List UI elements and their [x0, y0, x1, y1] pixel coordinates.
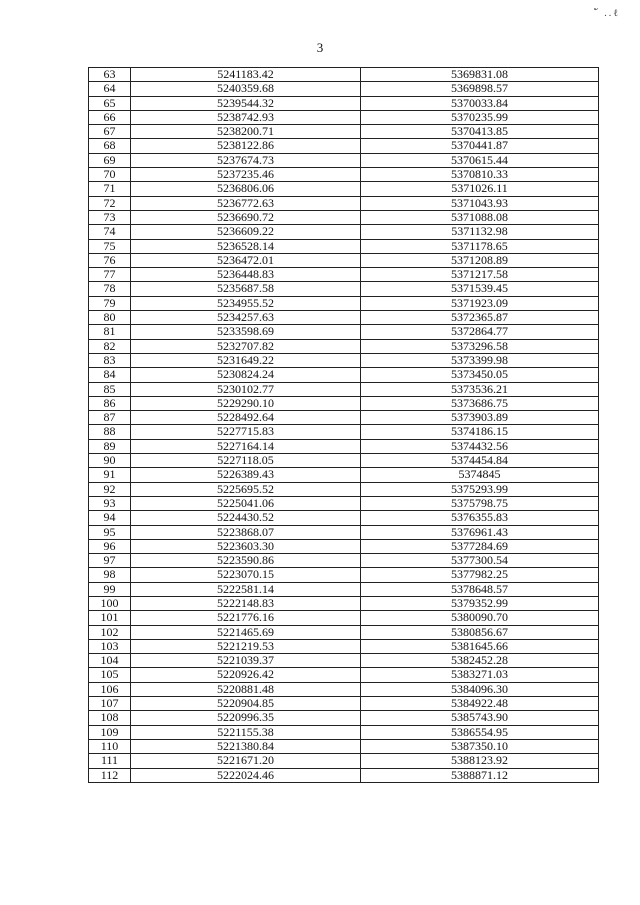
x-coordinate-cell: 5236690.72	[131, 210, 361, 224]
point-number-cell: 65	[89, 96, 131, 110]
x-coordinate-cell: 5222024.46	[131, 768, 361, 782]
x-coordinate-cell: 5225041.06	[131, 496, 361, 510]
x-coordinate-cell: 5225695.52	[131, 482, 361, 496]
x-coordinate-cell: 5224430.52	[131, 511, 361, 525]
point-number-cell: 91	[89, 468, 131, 482]
y-coordinate-cell: 5384096.30	[361, 682, 599, 696]
corner-mark: ั ..ℓ	[597, 8, 620, 19]
point-number-cell: 97	[89, 554, 131, 568]
point-number-cell: 82	[89, 339, 131, 353]
y-coordinate-cell: 5372864.77	[361, 325, 599, 339]
y-coordinate-cell: 5373450.05	[361, 368, 599, 382]
x-coordinate-cell: 5221380.84	[131, 739, 361, 753]
point-number-cell: 102	[89, 625, 131, 639]
table-row	[89, 568, 599, 582]
x-coordinate-cell: 5238200.71	[131, 125, 361, 139]
y-coordinate-cell: 5379352.99	[361, 596, 599, 610]
y-coordinate-cell: 5370033.84	[361, 96, 599, 110]
point-number-cell: 85	[89, 382, 131, 396]
table-row	[89, 482, 599, 496]
table-row	[89, 525, 599, 539]
table-row	[89, 296, 599, 310]
point-number-cell: 84	[89, 368, 131, 382]
point-number-cell: 75	[89, 239, 131, 253]
y-coordinate-cell: 5378648.57	[361, 582, 599, 596]
y-coordinate-cell: 5371132.98	[361, 225, 599, 239]
table-row	[89, 396, 599, 410]
y-coordinate-cell: 5371923.09	[361, 296, 599, 310]
x-coordinate-cell: 5234257.63	[131, 311, 361, 325]
table-row	[89, 682, 599, 696]
table-row	[89, 754, 599, 768]
x-coordinate-cell: 5221155.38	[131, 725, 361, 739]
y-coordinate-cell: 5385743.90	[361, 711, 599, 725]
y-coordinate-cell: 5373686.75	[361, 396, 599, 410]
x-coordinate-cell: 5230824.24	[131, 368, 361, 382]
table-row	[89, 382, 599, 396]
point-number-cell: 95	[89, 525, 131, 539]
table-row	[89, 439, 599, 453]
y-coordinate-cell: 5373536.21	[361, 382, 599, 396]
table-row	[89, 668, 599, 682]
point-number-cell: 76	[89, 253, 131, 267]
y-coordinate-cell: 5384922.48	[361, 697, 599, 711]
y-coordinate-cell: 5374454.84	[361, 454, 599, 468]
y-coordinate-cell: 5371208.89	[361, 253, 599, 267]
point-number-cell: 69	[89, 153, 131, 167]
table-row	[89, 353, 599, 367]
table-row	[89, 582, 599, 596]
point-number-cell: 72	[89, 196, 131, 210]
table-row	[89, 339, 599, 353]
x-coordinate-cell: 5236806.06	[131, 182, 361, 196]
table-row	[89, 511, 599, 525]
x-coordinate-cell: 5220996.35	[131, 711, 361, 725]
table-row	[89, 282, 599, 296]
x-coordinate-cell: 5221776.16	[131, 611, 361, 625]
x-coordinate-cell: 5223868.07	[131, 525, 361, 539]
y-coordinate-cell: 5380090.70	[361, 611, 599, 625]
y-coordinate-cell: 5371217.58	[361, 268, 599, 282]
table-row	[89, 454, 599, 468]
y-coordinate-cell: 5373399.98	[361, 353, 599, 367]
point-number-cell: 96	[89, 539, 131, 553]
point-number-cell: 74	[89, 225, 131, 239]
x-coordinate-cell: 5222148.83	[131, 596, 361, 610]
y-coordinate-cell: 5376355.83	[361, 511, 599, 525]
point-number-cell: 92	[89, 482, 131, 496]
point-number-cell: 94	[89, 511, 131, 525]
point-number-cell: 86	[89, 396, 131, 410]
y-coordinate-cell: 5387350.10	[361, 739, 599, 753]
table-row	[89, 496, 599, 510]
x-coordinate-cell: 5236448.83	[131, 268, 361, 282]
x-coordinate-cell: 5240359.68	[131, 82, 361, 96]
point-number-cell: 77	[89, 268, 131, 282]
table-row	[89, 96, 599, 110]
y-coordinate-cell: 5382452.28	[361, 654, 599, 668]
point-number-cell: 103	[89, 639, 131, 653]
point-number-cell: 73	[89, 210, 131, 224]
coordinates-table	[88, 67, 599, 783]
table-row	[89, 325, 599, 339]
point-number-cell: 93	[89, 496, 131, 510]
point-number-cell: 88	[89, 425, 131, 439]
x-coordinate-cell: 5221671.20	[131, 754, 361, 768]
table-row	[89, 196, 599, 210]
x-coordinate-cell: 5228492.64	[131, 411, 361, 425]
x-coordinate-cell: 5230102.77	[131, 382, 361, 396]
y-coordinate-cell: 5383271.03	[361, 668, 599, 682]
x-coordinate-cell: 5239544.32	[131, 96, 361, 110]
x-coordinate-cell: 5232707.82	[131, 339, 361, 353]
point-number-cell: 106	[89, 682, 131, 696]
x-coordinate-cell: 5223603.30	[131, 539, 361, 553]
y-coordinate-cell: 5377982.25	[361, 568, 599, 582]
x-coordinate-cell: 5241183.42	[131, 68, 361, 82]
x-coordinate-cell: 5238742.93	[131, 110, 361, 124]
table-row	[89, 768, 599, 782]
table-row	[89, 725, 599, 739]
x-coordinate-cell: 5237674.73	[131, 153, 361, 167]
x-coordinate-cell: 5236528.14	[131, 239, 361, 253]
y-coordinate-cell: 5374845	[361, 468, 599, 482]
x-coordinate-cell: 5220904.85	[131, 697, 361, 711]
y-coordinate-cell: 5376961.43	[361, 525, 599, 539]
y-coordinate-cell: 5377300.54	[361, 554, 599, 568]
point-number-cell: 112	[89, 768, 131, 782]
point-number-cell: 80	[89, 311, 131, 325]
point-number-cell: 108	[89, 711, 131, 725]
y-coordinate-cell: 5370413.85	[361, 125, 599, 139]
point-number-cell: 105	[89, 668, 131, 682]
point-number-cell: 107	[89, 697, 131, 711]
point-number-cell: 99	[89, 582, 131, 596]
table-row	[89, 225, 599, 239]
table-row	[89, 210, 599, 224]
y-coordinate-cell: 5375293.99	[361, 482, 599, 496]
table-row	[89, 468, 599, 482]
x-coordinate-cell: 5223070.15	[131, 568, 361, 582]
y-coordinate-cell: 5380856.67	[361, 625, 599, 639]
x-coordinate-cell: 5229290.10	[131, 396, 361, 410]
table-row	[89, 139, 599, 153]
x-coordinate-cell: 5223590.86	[131, 554, 361, 568]
point-number-cell: 79	[89, 296, 131, 310]
table-row	[89, 411, 599, 425]
y-coordinate-cell: 5374432.56	[361, 439, 599, 453]
point-number-cell: 83	[89, 353, 131, 367]
x-coordinate-cell: 5221465.69	[131, 625, 361, 639]
point-number-cell: 90	[89, 454, 131, 468]
y-coordinate-cell: 5370615.44	[361, 153, 599, 167]
point-number-cell: 70	[89, 168, 131, 182]
x-coordinate-cell: 5227118.05	[131, 454, 361, 468]
table-row	[89, 554, 599, 568]
point-number-cell: 100	[89, 596, 131, 610]
y-coordinate-cell: 5369831.08	[361, 68, 599, 82]
point-number-cell: 109	[89, 725, 131, 739]
x-coordinate-cell: 5221219.53	[131, 639, 361, 653]
point-number-cell: 101	[89, 611, 131, 625]
point-number-cell: 78	[89, 282, 131, 296]
table-row	[89, 368, 599, 382]
x-coordinate-cell: 5220926.42	[131, 668, 361, 682]
x-coordinate-cell: 5227164.14	[131, 439, 361, 453]
y-coordinate-cell: 5372365.87	[361, 311, 599, 325]
y-coordinate-cell: 5370810.33	[361, 168, 599, 182]
table-row	[89, 253, 599, 267]
y-coordinate-cell: 5370235.99	[361, 110, 599, 124]
x-coordinate-cell: 5238122.86	[131, 139, 361, 153]
table-row	[89, 82, 599, 96]
point-number-cell: 111	[89, 754, 131, 768]
point-number-cell: 64	[89, 82, 131, 96]
table-row	[89, 697, 599, 711]
table-row	[89, 611, 599, 625]
table-row	[89, 639, 599, 653]
y-coordinate-cell: 5370441.87	[361, 139, 599, 153]
point-number-cell: 89	[89, 439, 131, 453]
x-coordinate-cell: 5236609.22	[131, 225, 361, 239]
x-coordinate-cell: 5234955.52	[131, 296, 361, 310]
x-coordinate-cell: 5236472.01	[131, 253, 361, 267]
y-coordinate-cell: 5381645.66	[361, 639, 599, 653]
y-coordinate-cell: 5371088.08	[361, 210, 599, 224]
point-number-cell: 63	[89, 68, 131, 82]
point-number-cell: 66	[89, 110, 131, 124]
x-coordinate-cell: 5236772.63	[131, 196, 361, 210]
table-row	[89, 239, 599, 253]
y-coordinate-cell: 5386554.95	[361, 725, 599, 739]
table-row	[89, 739, 599, 753]
table-row	[89, 625, 599, 639]
y-coordinate-cell: 5371043.93	[361, 196, 599, 210]
x-coordinate-cell: 5231649.22	[131, 353, 361, 367]
y-coordinate-cell: 5371539.45	[361, 282, 599, 296]
y-coordinate-cell: 5375798.75	[361, 496, 599, 510]
point-number-cell: 98	[89, 568, 131, 582]
x-coordinate-cell: 5237235.46	[131, 168, 361, 182]
page-number: 3	[316, 40, 324, 55]
y-coordinate-cell: 5374186.15	[361, 425, 599, 439]
table-row	[89, 125, 599, 139]
y-coordinate-cell: 5371178.65	[361, 239, 599, 253]
x-coordinate-cell: 5227715.83	[131, 425, 361, 439]
table-row	[89, 153, 599, 167]
y-coordinate-cell: 5388871.12	[361, 768, 599, 782]
point-number-cell: 81	[89, 325, 131, 339]
table-row	[89, 68, 599, 82]
table-row	[89, 425, 599, 439]
table-row	[89, 711, 599, 725]
table-row	[89, 311, 599, 325]
table-row	[89, 268, 599, 282]
point-number-cell: 104	[89, 654, 131, 668]
x-coordinate-cell: 5235687.58	[131, 282, 361, 296]
y-coordinate-cell: 5369898.57	[361, 82, 599, 96]
table-row	[89, 110, 599, 124]
point-number-cell: 71	[89, 182, 131, 196]
x-coordinate-cell: 5220881.48	[131, 682, 361, 696]
y-coordinate-cell: 5373296.58	[361, 339, 599, 353]
table-row	[89, 168, 599, 182]
table-row	[89, 182, 599, 196]
y-coordinate-cell: 5371026.11	[361, 182, 599, 196]
point-number-cell: 110	[89, 739, 131, 753]
point-number-cell: 67	[89, 125, 131, 139]
point-number-cell: 87	[89, 411, 131, 425]
coordinates-table-body	[89, 68, 599, 783]
x-coordinate-cell: 5233598.69	[131, 325, 361, 339]
table-row	[89, 654, 599, 668]
y-coordinate-cell: 5377284.69	[361, 539, 599, 553]
y-coordinate-cell: 5373903.89	[361, 411, 599, 425]
y-coordinate-cell: 5388123.92	[361, 754, 599, 768]
x-coordinate-cell: 5221039.37	[131, 654, 361, 668]
table-row	[89, 539, 599, 553]
x-coordinate-cell: 5222581.14	[131, 582, 361, 596]
point-number-cell: 68	[89, 139, 131, 153]
table-row	[89, 596, 599, 610]
x-coordinate-cell: 5226389.43	[131, 468, 361, 482]
